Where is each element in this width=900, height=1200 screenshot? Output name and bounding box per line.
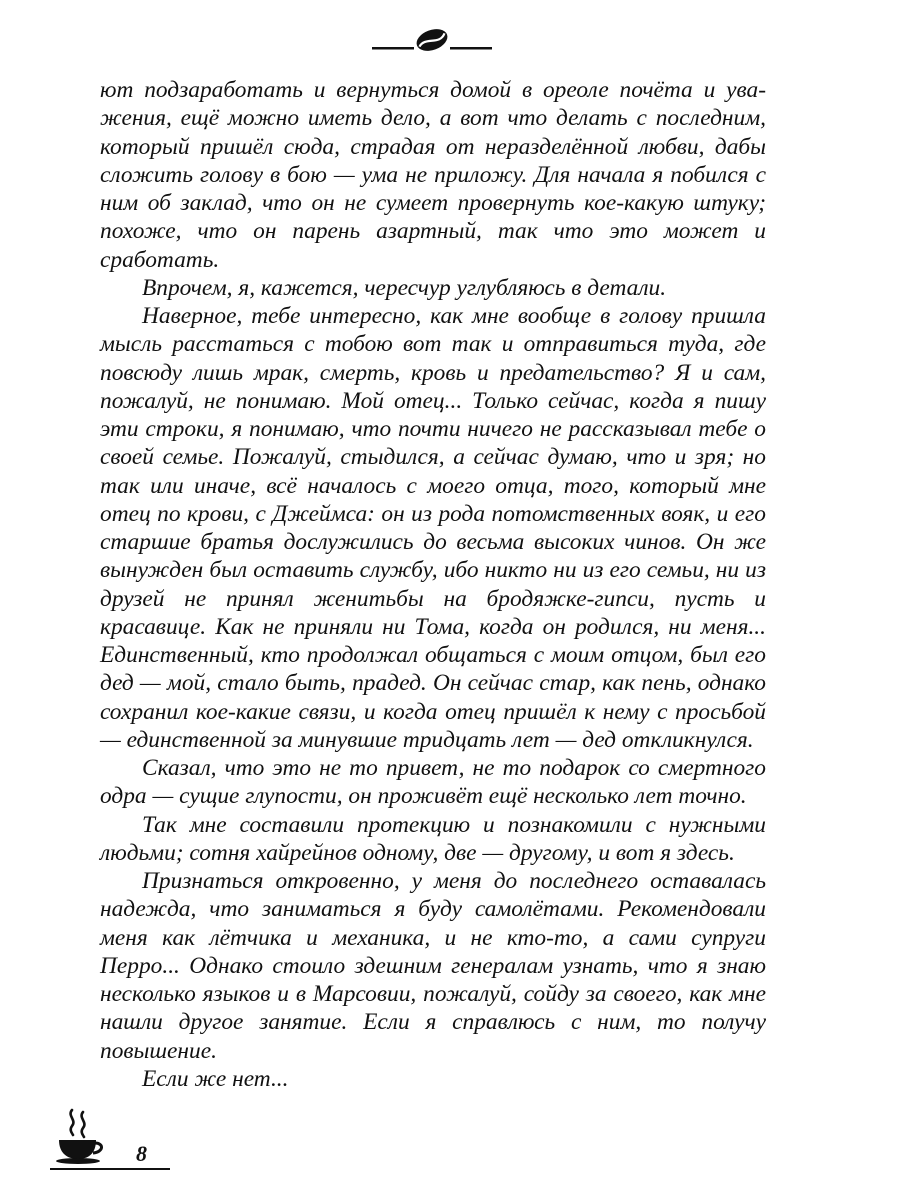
page-number: 8 bbox=[136, 1141, 147, 1166]
paragraph-1: ют подзаработать и вернуться домой в ореоле почёта и уважения, ещё можно иметь дело, а вот что делать с последним, который пришёл сюда, страдая от неразделённой любви, дабы сложить голову в бою — ума не приложу. Для начала я побился с ним об заклад, что он не сумеет провернуть кое-какую штуку; похоже, что он парень азартный, так что это может и сработать. bbox=[100, 77, 766, 273]
coffee-cup-icon bbox=[54, 1108, 106, 1166]
paragraph-3: Наверное, тебе интересно, как мне вообще в голову пришла мысль расстаться с тобою вот так и отправиться туда, где повсюду лишь мрак, смерть, кровь и предательство? Я и сам, пожалуй, не понимаю. Мой отец... Только сейчас, когда я пишу эти строки, я понимаю, что почти ничего не рассказывал тебе о своей семье. Пожалуй, стыдился, а сейчас думаю, что и зря; но так или иначе, всё началось с моего отца, того, который мне отец по крови, с Джеймса: он из рода потомственных вояк, и его старшие братья дослужились до весьма высоких чинов. Он же вынужден был оставить службу, ибо никто ни из его семьи, ни из друзей не принял женитьбы на бродяжке-гипси, пусть и красавице. Как не приняли ни Тома, когда он родился, ни меня... Единственный, кто продолжал общаться с моим отцом, был его дед — мой, стало быть, прадед. Он сейчас стар, как пень, однако сохранил кое-какие связи, и когда отец пришёл к нему с просьбой — единственной за минувшие тридцать лет — дед откликнулся. bbox=[100, 303, 766, 753]
paragraph-4: Сказал, что это не то привет, не то подарок со смертного одра — сущие глупости, он проживёт ещё несколько лет точно. bbox=[100, 755, 766, 810]
coffee-bean-icon bbox=[372, 22, 492, 58]
paragraph-7: Если же нет... bbox=[142, 1065, 289, 1092]
paragraph-5: Так мне составили протекцию и познакомили с нужными людьми; сотня хайрейнов одному, две — другому, и вот я здесь. bbox=[100, 811, 766, 866]
body-text bbox=[100, 76, 766, 1093]
paragraph-2: Впрочем, я, кажется, чересчур углубляюсь в детали. bbox=[142, 274, 667, 301]
paragraph-6: Признаться откровенно, у меня до последнего оставалась надежда, что заниматься я буду самолётами. Рекомендовали меня как лётчика и механика, и не кто-то, а сами супруги Перро... Однако стоило здешним генералам узнать, что я знаю несколько языков и в Марсовии, пожалуй, сойду за своего, как мне нашли другое занятие. Если я справлюсь с ним, то получу повышение. bbox=[100, 868, 766, 1064]
footer-rule bbox=[50, 1168, 170, 1170]
